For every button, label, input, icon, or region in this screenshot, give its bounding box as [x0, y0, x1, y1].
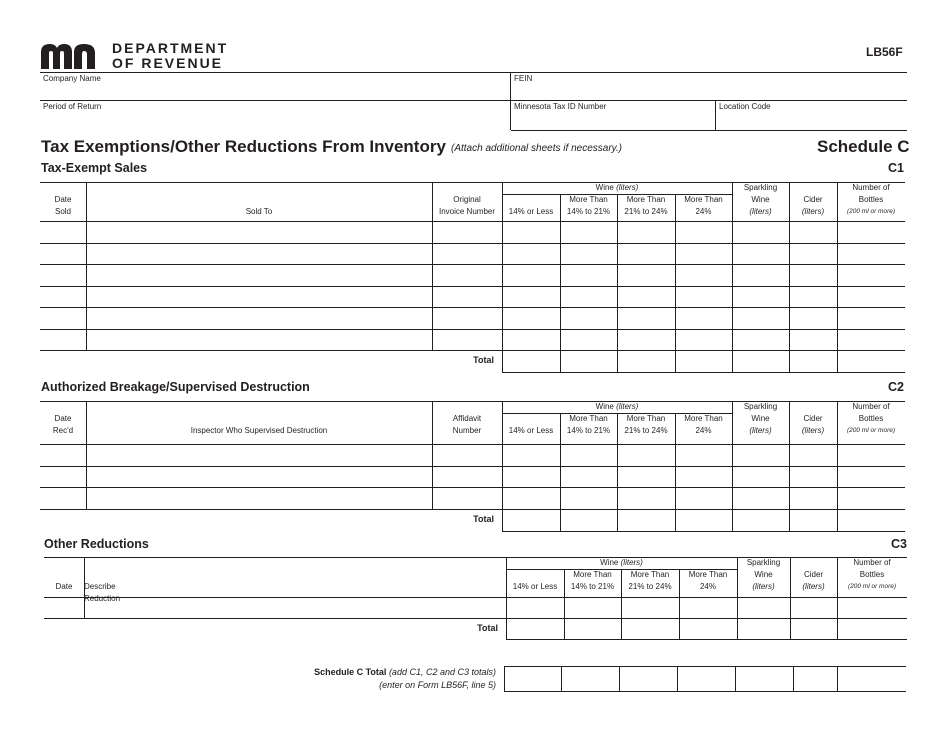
schedule-total-bold: Schedule C Total — [314, 667, 387, 677]
mn-tax-id-field[interactable]: Minnesota Tax ID Number — [514, 102, 607, 111]
c3-total-row[interactable] — [506, 618, 907, 639]
c2-col-nb1: Number of — [852, 402, 890, 411]
c1-table-row[interactable] — [40, 221, 905, 243]
c3-col-nb1: Number of — [853, 558, 891, 567]
period-field[interactable]: Period of Return — [43, 102, 102, 111]
c2-wine-liters: (liters) — [616, 402, 639, 411]
c2-col-sp2: Wine — [751, 414, 770, 423]
location-code-field[interactable]: Location Code — [719, 102, 771, 111]
c3-col-w3a: More Than — [630, 570, 670, 579]
c2-col-nb2: Bottles — [858, 414, 884, 423]
c1-table-row[interactable] — [40, 286, 905, 308]
schedule-total-label — [250, 666, 496, 692]
schedule-label: Schedule C — [817, 137, 910, 156]
dept-line2: OF REVENUE — [112, 55, 224, 71]
c2-col-w3a: More Than — [626, 414, 666, 423]
c1-col-ref-b: Invoice Number — [438, 207, 496, 216]
page-title: Tax Exemptions/Other Reductions From Inventory — [41, 137, 446, 156]
c1-col-nb3: (200 ml or more) — [846, 208, 896, 215]
c2-col-ci1: Cider — [803, 414, 823, 423]
c1-col-ref-a: Original — [453, 195, 481, 204]
c1-col-sp1: Sparkling — [743, 183, 778, 192]
c1-col-w4a: More Than — [684, 195, 723, 204]
c1-col-w2b: 14% to 21% — [566, 207, 611, 216]
c3-col-sp1: Sparkling — [746, 558, 781, 567]
c3-col-ci2: (liters) — [802, 582, 825, 591]
c3-wine-header — [506, 557, 737, 569]
c2-wine-header — [502, 401, 732, 413]
c3-wine-liters: (liters) — [620, 558, 643, 567]
c2-heading: Authorized Breakage/Supervised Destruction — [41, 380, 310, 394]
c2-col-sp1: Sparkling — [743, 402, 778, 411]
c2-table-row[interactable] — [40, 487, 905, 509]
c3-col-w4a: More Than — [688, 570, 728, 579]
c3-wine-label: Wine — [600, 558, 619, 567]
c2-wine-label: Wine — [595, 402, 614, 411]
c1-table-row[interactable] — [40, 307, 905, 329]
c1-col-name: Sold To — [245, 207, 273, 216]
c3-col-nb2: Bottles — [859, 570, 885, 579]
c1-total-label: Total — [473, 355, 494, 365]
department-name — [112, 41, 228, 71]
c1-col-w1: 14% or Less — [508, 207, 554, 216]
c2-col-sp3: (liters) — [749, 426, 772, 435]
c1-col-date-b: Sold — [54, 207, 71, 216]
c1-col-ci2: (liters) — [801, 207, 825, 216]
c3-col-date: Date — [55, 582, 73, 591]
company-name-field[interactable]: Company Name — [43, 74, 101, 83]
c2-col-w1: 14% or Less — [508, 426, 554, 435]
c2-total-label: Total — [473, 513, 494, 524]
schedule-total-line2: (enter on Form LB56F, line 5) — [379, 680, 496, 690]
c1-table-row[interactable] — [40, 264, 905, 286]
c1-wine-header — [502, 182, 732, 194]
c3-table-row[interactable] — [44, 597, 907, 618]
c1-heading: Tax-Exempt Sales — [41, 161, 148, 175]
c2-table-row[interactable] — [40, 466, 905, 488]
c1-col-w3a: More Than — [626, 195, 666, 204]
c2-col-w4a: More Than — [684, 414, 723, 423]
c1-col-sp3: (liters) — [749, 207, 772, 216]
c2-total-row[interactable] — [502, 509, 905, 531]
c1-col-sp2: Wine — [751, 195, 770, 204]
c3-col-nb3: (200 ml or more) — [847, 583, 897, 590]
c1-table-row[interactable] — [40, 243, 905, 265]
c3-col-sp3: (liters) — [752, 582, 775, 591]
c2-table-row[interactable] — [40, 444, 905, 466]
c2-col-name: Inspector Who Supervised Destruction — [190, 426, 328, 435]
c1-col-w4b: 24% — [695, 207, 712, 216]
c2-col-nb3: (200 ml or more) — [846, 427, 896, 434]
dept-line1: DEPARTMENT — [112, 40, 229, 56]
c3-col-w2b: 14% to 21% — [570, 582, 615, 591]
c2-col-ci2: (liters) — [801, 426, 825, 435]
c2-col-w4b: 24% — [695, 426, 712, 435]
c2-col-w3b: 21% to 24% — [624, 426, 668, 435]
c2-col-ref-b: Number — [452, 426, 482, 435]
c1-total-row[interactable] — [502, 350, 905, 372]
mn-logo-icon — [41, 43, 105, 69]
c3-total-label: Total — [477, 622, 498, 633]
c1-col-w2a: More Than — [569, 195, 608, 204]
c1-code: C1 — [888, 161, 904, 175]
c1-col-ci1: Cider — [803, 195, 823, 204]
c3-col-w3b: 21% to 24% — [628, 582, 672, 591]
c3-col-ci1: Cider — [803, 570, 824, 579]
c3-code: C3 — [891, 537, 907, 551]
c1-col-w3b: 21% to 24% — [624, 207, 668, 216]
c2-col-w2a: More Than — [569, 414, 608, 423]
c3-col-w1: 14% or Less — [512, 582, 558, 591]
c1-col-nb1: Number of — [852, 183, 890, 192]
c3-heading: Other Reductions — [44, 537, 149, 551]
c2-col-w2b: 14% to 21% — [566, 426, 611, 435]
c3-col-w4b: 24% — [699, 582, 716, 591]
form-id: LB56F — [866, 45, 903, 59]
c2-col-date-a: Date — [54, 414, 72, 423]
fein-field[interactable]: FEIN — [514, 74, 533, 83]
schedule-total-row[interactable] — [504, 666, 906, 691]
c3-col-sp2: Wine — [754, 570, 773, 579]
c1-col-date-a: Date — [54, 195, 72, 204]
c1-col-nb2: Bottles — [858, 195, 884, 204]
schedule-total-italic: (add C1, C2 and C3 totals) — [388, 667, 496, 677]
c1-wine-label: Wine — [595, 183, 614, 192]
title-note: (Attach additional sheets if necessary.) — [451, 143, 623, 154]
c1-table-row[interactable] — [40, 329, 905, 351]
c2-col-date-b: Rec'd — [52, 426, 74, 435]
c2-col-ref-a: Affidavit — [452, 414, 482, 423]
c3-col-w2a: More Than — [573, 570, 612, 579]
c1-wine-liters: (liters) — [616, 183, 639, 192]
c2-code: C2 — [888, 380, 904, 394]
